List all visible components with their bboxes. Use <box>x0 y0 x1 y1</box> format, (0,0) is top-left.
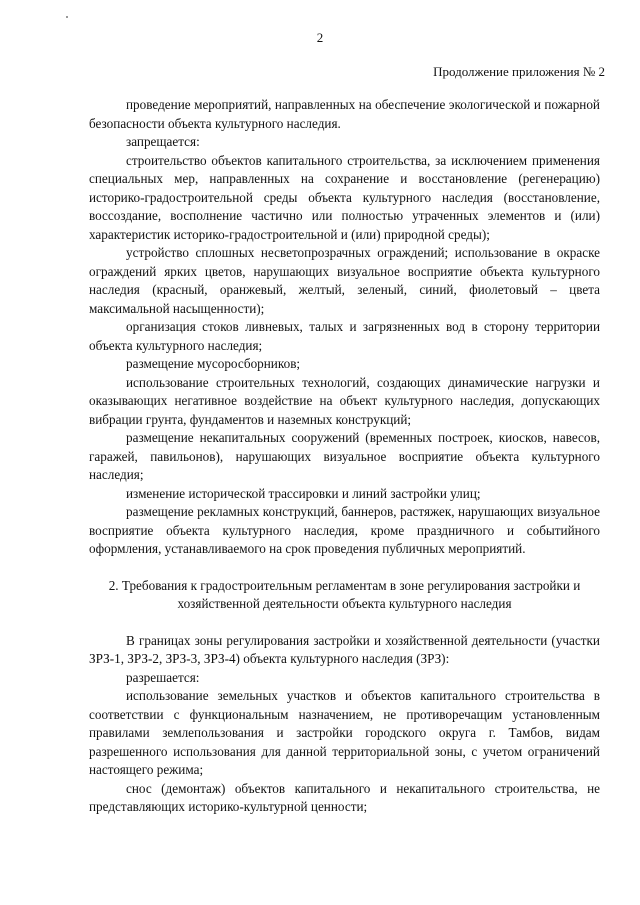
page-number: 2 <box>316 30 324 45</box>
document-body <box>89 96 600 817</box>
paragraph: строительство объектов капитального строительства, за исключением применения специальных мер, направленных на сохранение и восстановление (регенерацию) историко-градостроительной среды объекта культурного наследия (восстановление, воссоздание, восполнение частично или полностью утраченных элементов и (или) характеристик историко-градостроительной и (или) природной среды); <box>89 152 600 242</box>
scan-speck <box>66 16 68 18</box>
paragraph: проведение мероприятий, направленных на обеспечение экологической и пожарной безопасности объекта культурного наследия. <box>89 97 600 131</box>
paragraph: организация стоков ливневых, талых и загрязненных вод в сторону территории объекта культурного наследия; <box>89 319 600 353</box>
paragraph: В границах зоны регулирования застройки и хозяйственной деятельности (участки ЗРЗ-1, ЗРЗ-2, ЗРЗ-3, ЗРЗ-4) объекта культурного наследия (ЗРЗ): <box>89 632 600 666</box>
paragraph: снос (демонтаж) объектов капитального и некапитального строительства, не представляющих историко-культурной ценности; <box>89 780 600 814</box>
paragraph: размещение мусоросборников; <box>126 356 301 371</box>
spacer <box>89 614 600 632</box>
section-heading: 2. Требования к градостроительным регламентам в зоне регулирования застройки и хозяйственной деятельности объекта культурного наследия <box>108 577 581 611</box>
paragraph: размещение некапитальных сооружений (временных построек, киосков, навесов, гаражей, павильонов), нарушающих визуальное восприятие объекта культурного наследия; <box>89 430 600 482</box>
paragraph: использование строительных технологий, создающих динамические нагрузки и оказывающих негативное воздействие на объект культурного наследия, допускающих вибрации грунта, фундаментов и наземных конструкций; <box>89 374 600 427</box>
paragraph: устройство сплошных несветопрозрачных ограждений; использование в окраске ограждений ярких цветов, нарушающих визуальное восприятие объекта культурного наследия (красный, оранжевый, желтый, зеленый, синий, фиолетовый – цвета максимальной насыщенности); <box>89 245 600 316</box>
paragraph: запрещается: <box>126 134 200 149</box>
spacer <box>89 559 600 577</box>
paragraph: изменение исторической трассировки и линий застройки улиц; <box>126 485 481 501</box>
paragraph: использование земельных участков и объектов капитального строительства в соответствии с функциональным назначением, не противоречащим установленным правилами землепользования и застройки городского округа г. Тамбов, видам разрешенного использования для данной территориальной зоны, с учетом ограничений настоящего режима; <box>89 688 600 777</box>
appendix-label: Продолжение приложения № 2 <box>433 64 605 79</box>
paragraph: размещение рекламных конструкций, баннеров, растяжек, нарушающих визуальное восприятие объекта культурного наследия, кроме праздничного и событийного оформления, устанавливаемого на срок проведения публичных мероприятий. <box>89 504 600 556</box>
paragraph: разрешается: <box>126 669 200 685</box>
